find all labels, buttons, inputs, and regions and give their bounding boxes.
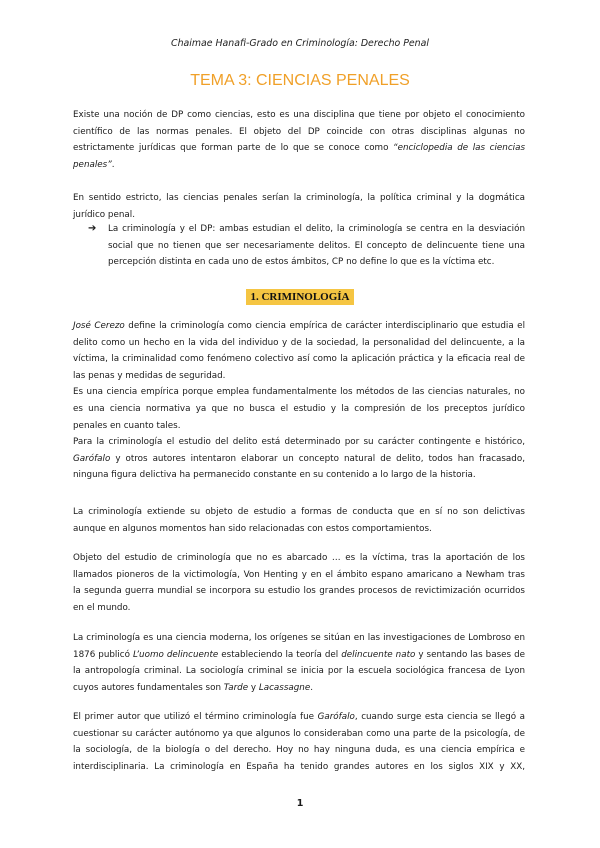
p2-line-3: ninguna figura delictiva ha permanecido constante en su contenido a lo largo de la historia. — [73, 470, 476, 481]
intro-line-4 — [73, 157, 525, 174]
strict-line-2: jurídico penal. — [73, 209, 135, 220]
p4-line-2: llamados pioneros de la victimología, Von Henting y en el ámbito espano amaricano a Newham tras — [73, 569, 525, 580]
book-title: L’uomo delincuente — [132, 649, 219, 660]
intro-paragraph — [73, 107, 525, 173]
paragraph-primer-autor — [73, 709, 525, 775]
intro-quote: “enciclopedia de las ciencias — [393, 143, 525, 154]
strict-line-1: En sentido estricto, las ciencias penales serían la criminología, la política criminal y la dogmática — [73, 193, 525, 203]
p6-text-c: , cuando surge esta ciencia se llegó a — [354, 712, 526, 722]
paragraph-cerezo — [73, 318, 525, 434]
p5-text-e: y sentando las bases de — [415, 649, 526, 660]
p3-line-1: La criminología extiende su objeto de estudio a formas de conducta que en sí no son delictivas — [73, 507, 525, 517]
author-garofalo: Garófalo — [73, 453, 111, 464]
p1-line-4: las penas y medidas de seguridad. — [73, 370, 226, 381]
p2-line-2 — [73, 451, 525, 468]
p4-line-1: Objeto del estudio de criminología que no es abarcado … es la víctima, tras la aportación de los — [73, 553, 525, 563]
bullet-line-3: percepción distinta en cada uno de estos ámbitos, CP no define lo que es la víctima etc. — [108, 257, 495, 268]
author-tarde: Tarde — [223, 682, 249, 693]
p1-line-1 — [73, 318, 525, 335]
section-heading-text: 1. CRIMINOLOGÍA — [246, 289, 353, 305]
strict-paragraph — [73, 190, 525, 223]
p4-line-3: la segunda guerra mundial se incorpora su estudio los grandes procesos de revictimización ocurridos — [73, 586, 525, 597]
page-header: Chaimae Hanafi-Grado en Criminología: Derecho Penal — [171, 38, 429, 49]
p5-line-4 — [73, 680, 525, 697]
p1-line-7: penales en cuanto tales. — [73, 420, 181, 431]
bullet-item — [89, 221, 525, 271]
p6-line-2: cuestionar su carácter autónomo ya que algunos lo consideraban como una parte de la psicología, de — [73, 728, 525, 739]
bullet-line-1: La criminología y el DP: ambas estudian el delito, la criminología se centra en la desviación — [108, 224, 525, 234]
intro-line-1: Existe una noción de DP como ciencias, esto es una disciplina que tiene por objeto el conocimiento — [73, 110, 525, 120]
p4-line-4: en el mundo. — [73, 602, 131, 613]
p5-text-c: estableciendo la teoría del — [218, 649, 342, 660]
p1-line-5: Es una ciencia empírica porque emplea fundamentalmente los métodos de las ciencias naturales, no — [73, 387, 525, 398]
p6-line-1 — [73, 709, 525, 726]
p1-line-2: delito como un hecho en la vida del individuo y de la sociedad, la personalidad del delincuente, a la — [73, 337, 525, 348]
intro-line-2: científico de las normas penales. El objeto del DP coincide con otras disciplinas algunas no — [73, 126, 525, 137]
paragraph-objeto — [73, 504, 525, 537]
intro-line-3 — [73, 140, 525, 157]
p2-line-2-text: y otros autores intentaron elaborar un concepto natural de delito, todos han fracasado, — [110, 453, 525, 464]
bullet-text — [108, 221, 525, 271]
arrow-bullet-icon: ➔ — [88, 223, 97, 234]
p5-line-1: La criminología es una ciencia moderna, los orígenes se sitúan en las investigaciones de Lombroso en — [73, 633, 525, 643]
p5-conj: y — [248, 682, 259, 693]
page-title: TEMA 3: CIENCIAS PENALES — [190, 72, 410, 89]
p5-period: . — [310, 682, 314, 693]
p5-line-2 — [73, 647, 525, 664]
p6-line-4: interdisciplinaria. La criminología en España ha tenido grandes autores en los siglos XIX y XX, — [73, 761, 525, 772]
bullet-line-2: social que no tienen que ser necesariamente delitos. El concepto de delincuente tiene una — [108, 240, 525, 251]
paragraph-victima — [73, 550, 525, 616]
section-heading — [0, 285, 600, 304]
paragraph-contingente — [73, 434, 525, 484]
p6-line-3: la sociología, de la biología o del derecho. Hoy no hay ninguna duda, es una ciencia empírica e — [73, 745, 525, 756]
author-garofalo-2: Garófalo — [317, 712, 355, 722]
p5-line-3: la antropología criminal. La sociología criminal se inicia por la escuela sociológica francesa de Lyon — [73, 666, 525, 677]
p5-text-a: 1876 publicó — [73, 649, 133, 660]
theory-name: delincuente nato — [341, 649, 416, 660]
intro-line-3-text: estrictamente jurídicas que forman parte de lo que se conoce como — [73, 143, 394, 154]
p6-text-a: El primer autor que utilizó el término criminología fue — [73, 712, 318, 722]
author-cerezo: José Cerezo — [73, 321, 125, 331]
p1-line-3: víctima, la criminalidad como fenómeno colectivo así como la aplicación práctica y la eficacia real de — [73, 354, 525, 365]
author-lacassagne: Lacassagne — [258, 682, 311, 693]
p1-line-1-text: define la criminología como ciencia empírica de carácter interdisciplinario que estudia el — [124, 321, 525, 331]
p5-line-4-text: cuyos autores fundamentales son — [73, 682, 224, 693]
p3-line-2: aunque en algunos momentos han sido relacionadas con estos comportamientos. — [73, 523, 432, 534]
intro-period: . — [111, 159, 115, 170]
page-number: 1 — [296, 798, 304, 809]
intro-quote-end: penales” — [73, 159, 112, 170]
p1-line-6: es una ciencia normativa ya que no busca el estudio y la compresión de los preceptos jurídico — [73, 403, 525, 414]
p2-line-1: Para la criminología el estudio del delito está determinado por su carácter contingente e histórico, — [73, 437, 525, 447]
paragraph-lombroso — [73, 630, 525, 696]
